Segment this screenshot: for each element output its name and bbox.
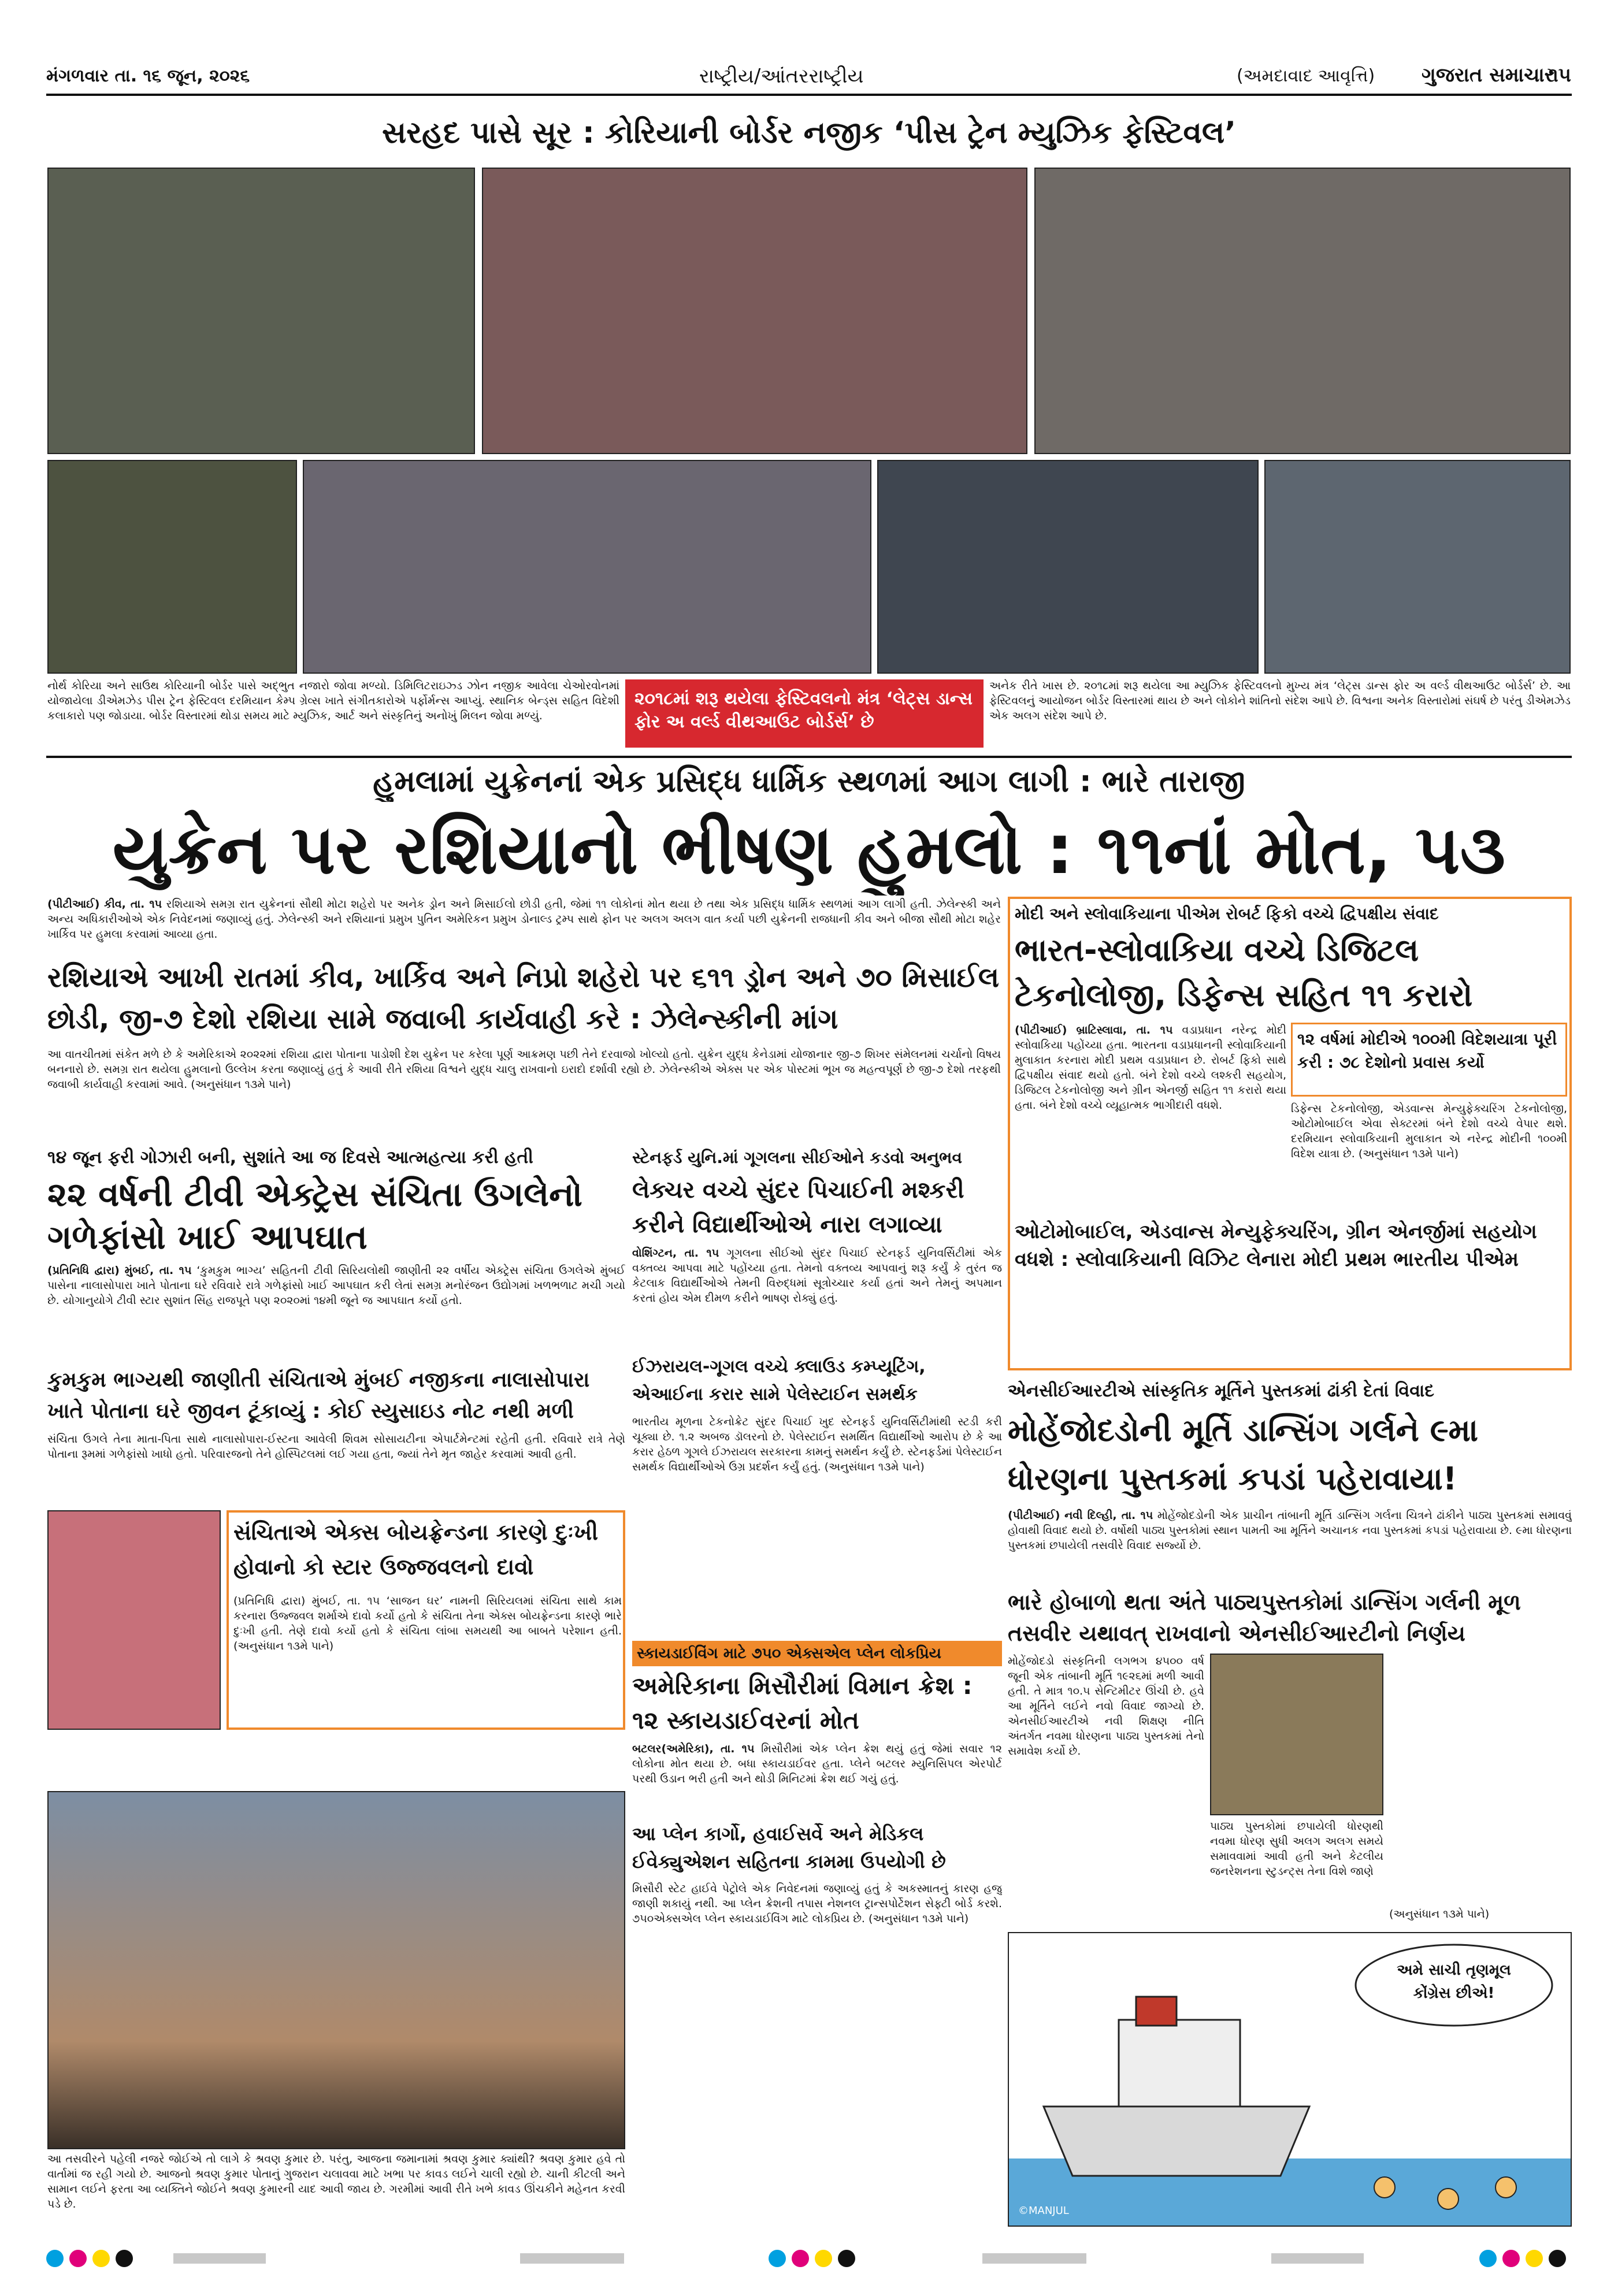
edition-label: (અમદાવાદ આવૃત્તિ) — [1237, 66, 1375, 86]
lead-kicker: હુમલામાં યુક્રેનનાં એક પ્રસિદ્ધ ધાર્મિક સ્થળમાં આગ લાગી : ભારે તારાજી — [373, 764, 1245, 799]
slovakia-byline: (પીટીઆઈ) — [1015, 1024, 1067, 1036]
masthead — [46, 62, 1572, 92]
registration-dot — [792, 2250, 809, 2267]
lead-headline: યુક્રેન પર રશિયાનો ભીષણ હુમલો : ૧૧નાં મોત, ૫૩ — [112, 809, 1506, 889]
mohenjodaro-body — [1008, 1508, 1572, 1583]
registration-bar — [982, 2253, 1086, 2264]
festival-photo-7 — [1264, 460, 1571, 674]
registration-bar — [520, 2253, 624, 2264]
lead-body-text: આ વાતચીતમાં સંકેત મળે છે કે અમેરિકાએ ૨૦૨૨માં રશિયા દ્વારા પોતાના પાડોશી દેશ યુક્રેન પર કરેલા પૂર્ણ આક્રમણ પછી તેને દરવાજો ખોલ્યો હતો. યુક્રેન યુદ્ધ કેનેડામાં યોજાનાર જી-૭ શિખર સંમેલનમાં ચર્ચાનો વિષય બનનારો છે. સમગ્ર રાત થયેલા હુમલાનો ઉલ્લેખ કરતા જણાવ્યું હતું કે આવી રીતે રશિયા વિશ્વને યુદ્ધ ચાલુ રાખવાનો ઇરાદો દર્શાવી રહ્યો છે. ઝેલેન્સ્કીએ એક્સ પર એક પોસ્ટમાં ભૂખ જ મહત્વપૂર્ણ છે જી-૭ દેશો તરફથી જવાબી કાર્યવાહી કરવામાં આવે. — [47, 1048, 1001, 1091]
stanford-dateline: વોશિંગ્ટન, તા. ૧૫ — [632, 1247, 719, 1260]
actress-body-2: સંચિતા ઉગલે તેના માતા-પિતા સાથે નાલાસોપારા-ઈસ્ટના આવેલી શિવમ સોસાયટીના એપાર્ટમેન્ટમાં રહેતી હતી. રવિવારે રાત્રે તેણે પોતાના રૂમમાં ગળેફાંસો ખાધો હતો. પરિવારજનો તેને હોસ્પિટલમાં લઈ ગયા હતા, જ્યાં તેને મૃત જાહેર કરવામાં આવી હતી. — [47, 1433, 625, 1461]
slovakia-story — [1008, 897, 1572, 1370]
photo-story-headline: સરહદ પાસે સૂર : કોરિયાની બોર્ડર નજીક ‘પીસ ટ્રેન મ્યુઝિક ફેસ્ટિવલ’ — [382, 116, 1236, 150]
festival-photo-3 — [1034, 168, 1571, 454]
photo-caption-right: અનેક રીતે ખાસ છે. ૨૦૧૮માં શરૂ થયેલા આ મ્યુઝિક ફેસ્ટિવલનો મુખ્ય મંત્ર ‘લેટ્સ ડાન્સ ફોર અ વર્લ્ડ વીથઆઉટ બોર્ડર્સ’ છે. આ ફેસ્ટિવલનું આયોજન બોર્ડર વિસ્તારમાં થાય છે અને લોકોને શાંતિનો સંદેશ આપે છે. વિશ્વના અનેક વિસ્તારોમાં સંઘર્ષ છે પરંતુ ડીએમઝેડ એક અલગ સંદેશ આપે છે. — [989, 679, 1571, 722]
festival-photo-6 — [877, 460, 1259, 674]
actress-headline: ૨૨ વર્ષની ટીવી એક્ટ્રેસ સંચિતા ઉગલેનો ગળેફાંસો ખાઈ આપઘાત — [47, 1175, 582, 1257]
slovakia-subhead: ઓટોમોબાઈલ, એડવાન્સ મેન્યુફેક્ચરિંગ, ગ્રીન એનર્જીમાં સહયોગ વધશે : સ્લોવાકિયાની વિઝિટ લેનારા મોદી પ્રથમ ભારતીય પીએમ — [1015, 1220, 1537, 1271]
plane-body — [632, 1741, 1002, 1816]
plane-body-2-text: મિસૌરી સ્ટેટ હાઈવે પેટ્રોલે એક નિવેદનમાં જણાવ્યું હતું કે અકસ્માતનું કારણ હજુ જાણી શકાયું નથી. આ પ્લેન ક્રેશની તપાસ નેશનલ ટ્રાન્સપોર્ટેશન સેફ્ટી બોર્ડ કરશે. ૭૫૦એક્સએલ પ્લેન સ્કાયડાઈવિંગ માટે લોકપ્રિય છે. — [632, 1882, 1002, 1925]
lead-intro — [47, 897, 1001, 953]
masthead-rule — [46, 94, 1572, 96]
plane-headline: અમેરિકાના મિસૌરીમાં વિમાન ક્રેશ : ૧૨ સ્કાયડાઈવરનાં મોત — [632, 1671, 973, 1734]
actress-body — [47, 1263, 625, 1361]
registration-dot — [46, 2250, 64, 2267]
stanford-subhead: ઈઝરાયલ-ગૂગલ વચ્ચે ક્લાઉડ કમ્પ્યૂટિંગ, એઆઈના કરાર સામે પેલેસ્ટાઈન સમર્થક — [632, 1357, 926, 1405]
stanford-body-2-text: ભારતીય મૂળના ટેકનોક્રેટ સુંદર પિચાઈ ખુદ સ્ટેનફર્ડ યુનિવર્સિટીમાંથી સ્ટડી કરી ચૂક્યા છે. ૧.૨ અબજ ડૉલરનો છે. પેલેસ્ટાઈન સમર્થિત વિદ્યાર્થીઓ આરોપ છે કે આ કરાર હેઠળ ગૂગલે ઈઝરાયલ સરકારના કામનું સમર્થન કર્યું છે. સ્ટેનફર્ડમાં પેલેસ્ટાઈન સમર્થક વિદ્યાર્થીઓએ ઉગ્ર પ્રદર્શન કર્યું હતું. — [632, 1416, 1002, 1473]
stanford-body-2 — [632, 1414, 1002, 1634]
plane-story — [632, 1641, 1002, 2091]
registration-dot — [69, 2250, 87, 2267]
actress-kicker: ૧૪ જૂન ફરી ગોઝારી બની, સુશાંતે આ જ દિવસે આત્મહત્યા કરી હતી — [47, 1147, 533, 1168]
stanford-continued: (અનુસંધાન ૧૩મે પાને) — [824, 1461, 925, 1473]
slovakia-continued: (અનુસંધાન ૧૩મે પાને) — [1358, 1147, 1459, 1160]
plane-body-text: મિસૌરીમાં એક પ્લેન ક્રેશ થયું હતું જેમાં સવાર ૧૨ લોકોના મોત થયા છે. બધા સ્કાયડાઈવર હતા. પ્લેને બટલર મ્યુનિસિપલ એરપોર્ટ પરથી ઉડાન ભરી હતી અને થોડી મિનિટમાં ક્રેશ થઈ ગયું હતું. — [632, 1743, 1002, 1785]
lead-dateline: કીવ, તા. ૧૫ — [103, 898, 162, 911]
plane-body-2 — [632, 1881, 1002, 2089]
festival-photo-5 — [303, 460, 871, 674]
registration-dot — [815, 2250, 832, 2267]
section-name: રાષ્ટ્રીય/આંતરરાષ્ટ્રીય — [699, 65, 864, 88]
lead-subhead: રશિયાએ આખી રાતમાં કીવ, ખાર્કિવ અને નિપ્રો શહેરો પર ૬૧૧ ડ્રોન અને ૭૦ મિસાઈલ છોડી, જી-૭ દેશો રશિયા સામે જવાબી કાર્યવાહી કરે : ઝેલેન્સ્કીની માંગ — [47, 961, 1000, 1035]
lead-byline: (પીટીઆઈ) — [47, 898, 100, 911]
lead-intro-text: રશિયાએ સમગ્ર રાત યુક્રેનનાં સૌથી મોટા શહેરો પર અનેક ડ્રોન અને મિસાઈલો છોડી હતી, જેમાં ૧૧ લોકોનાં મોત થયા છે તથા એક પ્રસિદ્ધ ધાર્મિક સ્થળમાં આગ લાગી હતી. ઝેલેન્સ્કી અને અન્ય અધિકારીઓએ એક નિવેદનમાં જણાવ્યું હતું. ઝેલેન્સ્કી અને રશિયાનાં પ્રમુખ પુતિન અમેરિકન પ્રમુખ ડોનાલ્ડ ટ્રમ્પ સાથે ફોન પર અલગ અલગ વાત કર્યા પછી યુક્રેનની રાજધાની કીવ અને બીજા સૌથી મોટા શહેર ખાર્કિવ પર હુમલા કરવામાં આવ્યા હતા. — [47, 898, 1001, 941]
actress-subhead: કુમકુમ ભાગ્યથી જાણીતી સંચિતાએ મુંબઈ નજીકના નાલાસોપારા ખાતે પોતાના ઘરે જીવન ટૂંકાવ્યું : કોઈ સ્યુસાઇડ નોટ નથી મળી — [47, 1368, 590, 1423]
slovakia-headline: ભારત-સ્લોવાકિયા વચ્ચે ડિજિટલ ટેકનોલોજી, ડિફેન્સ સહિત ૧૧ કરારો — [1015, 932, 1473, 1013]
dancing-girl-figure — [1210, 1654, 1383, 1815]
actress-portrait — [47, 1510, 221, 1730]
festival-photo-1 — [47, 168, 475, 454]
mohenjodaro-dateline: નવી દિલ્હી, તા. ૧૫ — [1064, 1509, 1153, 1522]
bottom-photo-caption: આ તસવીરને પહેલી નજરે જોઈએ તો લાગે કે શ્રવણ કુમાર છે. પરંતુ, આજના જમાનામાં શ્રવણ કુમાર ક્યાંથી? શ્રવણ કુમાર હવે તો વાર્તામાં જ રહી ગયો છે. આજનો શ્રવણ કુમાર પોતાનું ગુજરાન ચલાવવા માટે ખભા પર કાવડ લઈને ચાલી રહ્યો છે. ચાની કીટલી અને સામાન લઈને ફરતા આ વ્યક્તિને જોઈને શ્રવણ કુમારની યાદ આવી જાય છે. ગરમીમાં આવી રીતે ખભે કાવડ ઊંચકીને મહેનત કરવી પડે છે. — [47, 2153, 625, 2210]
stanford-body — [632, 1246, 1002, 1350]
actress-inner-body — [233, 1593, 622, 1726]
plane-subhead: આ પ્લેન કાર્ગો, હવાઈસર્વે અને મેડિકલ ઈવેક્યુએશન સહિતના કામમા ઉપયોગી છે — [632, 1823, 946, 1873]
page-number: ૧૫ — [1549, 64, 1571, 87]
slovakia-kicker: મોદી અને સ્લોવાકિયાના પીએમ રોબર્ટ ફિકો વચ્ચે દ્વિપક્ષીય સંવાદ — [1015, 904, 1439, 923]
photo-quote: ૨૦૧૮માં શરૂ થયેલા ફેસ્ટિવલનો મંત્ર ‘લેટ્સ ડાન્સ ફોર અ વર્લ્ડ વીથઆઉટ બોર્ડર્સ’ છે — [625, 679, 984, 748]
lead-continued: (અનુસંધાન ૧૩મે પાને) — [191, 1078, 291, 1091]
registration-dot — [116, 2250, 133, 2267]
registration-dot — [1549, 2250, 1566, 2267]
actress-dateline: મુંબઈ, તા. ૧૫ — [124, 1264, 192, 1277]
plane-kicker: સ્કાયડાઈવિંગ માટે ૭૫૦ એક્સએલ પ્લેન લોકપ્રિય — [632, 1641, 1002, 1666]
mohenjodaro-subhead: ભારે હોબાળો થતા અંતે પાઠ્યપુસ્તકોમાં ડાન્સિંગ ગર્લની મૂળ તસવીર યથાવત્ રાખવાનો એનસીઈઆરટીનો નિર્ણય — [1008, 1589, 1521, 1646]
cartoon-signature: ©MANJUL — [1018, 2205, 1069, 2217]
mohenjodaro-body-2: મોહેંજોદડો સંસ્કૃતિની લગભગ ૪૫૦૦ વર્ષ જૂની એક તાંબાની મૂર્તિ ૧૯૨૬માં મળી આવી હતી. તે માત્ર ૧૦.૫ સેન્ટિમીટર ઊંચી છે. હવે આ મૂર્તિને લઈને નવો વિવાદ જાગ્યો છે. એનસીઈઆરટીએ નવી શિક્ષણ નીતિ અંતર્ગત નવમા ધોરણના પાઠ્ય પુસ્તકમાં તેનો સમાવેશ કર્યો છે. — [1008, 1655, 1204, 1758]
actress-byline: (પ્રતિનિધિ દ્વારા) — [47, 1264, 120, 1277]
registration-dot — [769, 2250, 786, 2267]
plane-continued: (અનુસંધાન ૧૩મે પાને) — [869, 1912, 969, 1925]
actress-inner-box — [227, 1510, 625, 1730]
issue-date: મંગળવાર તા. ૧૬ જૂન, ૨૦૨૬ — [46, 66, 250, 86]
slovakia-body — [1015, 1023, 1286, 1213]
registration-dot — [1526, 2250, 1543, 2267]
registration-bar — [173, 2253, 266, 2264]
figure-caption: પાઠ્ય પુસ્તકોમાં છપાયેલી ધોરણથી નવમા ધોરણ સુધી અલગ અલગ સમયે સમાવવામાં આવી હતી અને કેટલીય જનરેશનના સ્ટુડન્ટ્સ તેના વિશે જાણે — [1210, 1820, 1383, 1878]
stanford-headline: લેક્ચર વચ્ચે સુંદર પિચાઈની મશ્કરી કરીને વિદ્યાર્થીઓએ નારા લગાવ્યા — [632, 1177, 964, 1238]
political-cartoon — [1008, 1932, 1572, 2227]
registration-bar — [1271, 2253, 1364, 2264]
slovakia-callout: ૧૨ વર્ષમાં મોદીએ ૧૦૦મી વિદેશયાત્રા પૂરી કરી : ૭૮ દેશોનો પ્રવાસ કર્યો — [1291, 1023, 1567, 1097]
registration-dot — [1479, 2250, 1497, 2267]
actress-body-text: ‘કુમકુમ ભાગ્ય’ સહિતની ટીવી સિરિયલોથી જાણીતી ૨૨ વર્ષીય એક્ટ્રેસ સંચિતા ઉગલેએ મુંબઈ પાસેના નાલાસોપારા ખાતે પોતાના ઘરે રવિવારે રાત્રે ગળેફાંસો ખાઈ આપઘાત કરી લેતાં સમગ્ર મનોરંજન ઉદ્યોગમાં ખળભળાટ મચી ગયો છે. યોગાનુયોગે ટીવી સ્ટાર સુશાંત સિંહ રાજપૂતે પણ ૨૦૨૦માં ૧૪મી જૂને જ આપઘાત કર્યો હતો. — [47, 1264, 625, 1307]
registration-dot — [92, 2250, 110, 2267]
slovakia-body-2-text: ડિફેન્સ ટેકનોલોજી, એડવાન્સ મેન્યુફેક્ચરિંગ ટેકનોલોજી, ઓટોમોબાઈલ એવા સેક્ટરમાં બંને દેશો વચ્ચે વેપાર થશે. દરમિયાન સ્લોવાકિયાની મુલાકાત એ નરેન્દ્ર મોદીની ૧૦૦મી વિદેશ યાત્રા છે. — [1291, 1102, 1567, 1160]
photo-caption-left: નોર્થ કોરિયા અને સાઉથ કોરિયાની બોર્ડર પાસે અદ્ભુત નજારો જોવા મળ્યો. ડિમિલિટરાઇઝ્ડ ઝોન નજીક આવેલા ચેઓરવોનમાં યોજાયેલા ડીએમઝેડ પીસ ટ્રેન ફેસ્ટિવલ દરમિયાન કેમ્પ ગ્રેવ્સ ખાતે સંગીતકારોએ પર્ફોર્મન્સ આપ્યું. સ્થાનિક બેન્ડ્સ સહિત વિદેશી કલાકારો પણ જોડાયા. બોર્ડર વિસ્તારમાં થોડા સમય માટે મ્યુઝિક, આર્ટ અને સંસ્કૃતિનું અનોખું મિલન જોવા મળ્યું. — [47, 679, 619, 722]
mohenjodaro-byline: (પીટીઆઈ) — [1008, 1509, 1060, 1522]
paper-name: ગુજરાત સમાચાર — [1422, 64, 1555, 87]
stanford-body-text: ગૂગલના સીઈઓ સુંદર પિચાઈ સ્ટેનફર્ડ યુનિવર્સિટીમાં એક વક્તવ્ય આપવા માટે પહોંચ્યા હતા. તેમનો વક્તવ્ય આપવાનું શરૂ કર્યું કે તુરંત જ કેટલાક વિદ્યાર્થીઓએ તેમની વિરુદ્ધમાં સૂત્રોચ્ચાર કર્યા હતાં અને તેમનું અપમાન કરતાં હોય એમ દીમળ કરીને ભાષણ રોક્યું હતું. — [632, 1247, 1002, 1305]
mohenjodaro-headline: મોહેંજોદડોની મૂર્તિ ડાન્સિંગ ગર્લને ૯મા ધોરણના પુસ્તકમાં કપડાં પહેરાવાયા! — [1008, 1412, 1479, 1497]
street-vendor-photo — [47, 1791, 625, 2149]
lead-body — [47, 1047, 1001, 1135]
actress-continued: (અનુસંધાન ૧૩મે પાને) — [233, 1640, 334, 1652]
mohenjodaro-kicker: એનસીઈઆરટીએ સાંસ્કૃતિક મૂર્તિને પુસ્તકમાં ઢાંકી દેતાં વિવાદ — [1008, 1381, 1435, 1401]
slovakia-dateline: બ્રાટિસ્લાવા, તા. ૧૫ — [1076, 1024, 1173, 1036]
registration-dot — [1502, 2250, 1520, 2267]
actress-inner-headline: સંચિતાએ એક્સ બોયફ્રેન્ડના કારણે દુઃખી હોવાનો કો સ્ટાર ઉજ્જવલનો દાવો — [233, 1519, 599, 1580]
festival-photo-2 — [482, 168, 1027, 454]
slovakia-body-2 — [1291, 1101, 1567, 1213]
registration-dot — [838, 2250, 855, 2267]
slovakia-body-text: વડાપ્રધાન નરેન્દ્ર મોદી સ્લોવાકિયા પહોંચ્યા હતા. ભારતના વડાપ્રધાનની સ્લોવાકિયાની મુલાકાત કરનારા મોદી પ્રથમ વડાપ્રધાન છે. રોબર્ટ ફિકો સાથે દ્વિપક્ષીય સંવાદ થયો હતો. બંને દેશો વચ્ચે લશ્કરી સહયોગ, ડિજિટલ ટેકનોલોજી અને ગ્રીન એનર્જી સહિત ૧૧ કરારો થયા હતા. બંને દેશો વચ્ચે વ્યૂહાત્મક ભાગીદારી વધશે. — [1015, 1024, 1286, 1112]
mohenjodaro-continued: (અનુસંધાન ૧૩મે પાને) — [1389, 1908, 1490, 1920]
stanford-kicker: સ્ટેનફર્ડ યુનિ.માં ગૂગલના સીઈઓને કડવો અનુભવ — [632, 1148, 962, 1167]
festival-photo-4 — [47, 460, 297, 674]
registration-marks — [0, 2242, 1618, 2276]
actress-inner-body-text: (પ્રતિનિધિ દ્વારા) મુંબઈ, તા. ૧૫ ‘સાજન ઘર’ નામની સિરિયલમાં સંચિતા સાથે કામ કરનારા ઉજ્જવલ શર્માએ દાવો કર્યો હતો કે સંચિતા તેના એક્સ બોયફ્રેન્ડના કારણે ભારે દુઃખી હતી. તેણે દાવો કર્યો હતો કે સંચિતા લાંબા સમયથી આ બાબતે પરેશાન હતી. — [233, 1595, 622, 1637]
cartoon-speech: અમે સાચી તૃણમૂલ કોંગ્રેસ છીએ! — [1397, 1961, 1511, 2002]
mohenjodaro-body-text: મોહેંજોદડોની એક પ્રાચીન તાંબાની મૂર્તિ ડાન્સિંગ ગર્લના ચિત્રને ઢાંકીને પાઠ્ય પુસ્તકમાં સમાવવું હોવાથી વિવાદ થયો છે. વર્ષોથી પાઠ્ય પુસ્તકોમાં સ્થાન પામતી આ મૂર્તિને અચાનક નવા પુસ્તકમાં કપડાં પહેરાવાયા છે. ૯મા ધોરણના પુસ્તકમાં છપાયેલી તસવીરે વિવાદ સર્જ્યો છે. — [1008, 1509, 1572, 1552]
divider-1 — [46, 756, 1572, 758]
plane-dateline: બટલર(અમેરિકા), તા. ૧૫ — [632, 1743, 755, 1755]
